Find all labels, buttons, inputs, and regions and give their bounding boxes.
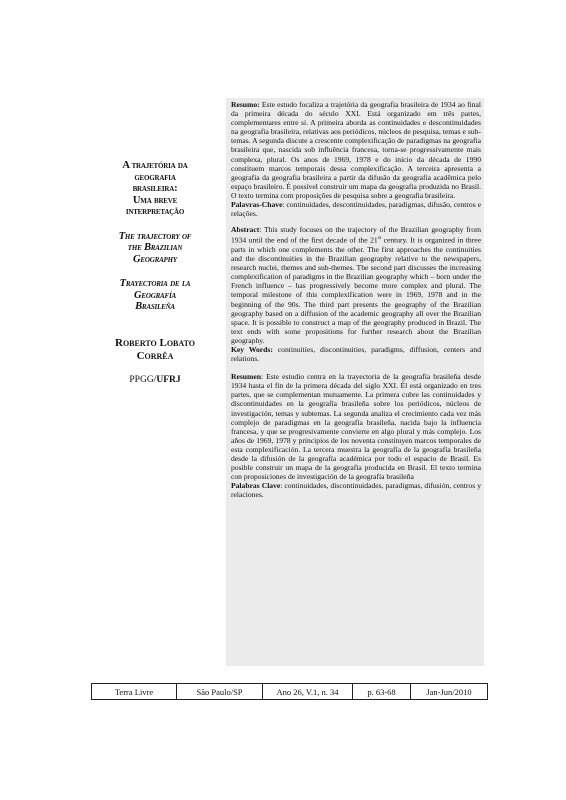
title-es-line: Geografía xyxy=(134,289,176,301)
title-english xyxy=(92,231,218,266)
resumen-paragraph xyxy=(231,372,481,481)
abstract-label: Abstract xyxy=(231,225,260,235)
resumo-text: Este estudo focaliza a trajetória da geografia brasileira de 1934 ao final da primeira década do século XXI. Está organizado em três partes, complementares entre si. A primeira aborda as continuidades e descontinuidades na geografia brasileira, relativas aos periódicos, núcleos de pesquisa, temas e sub-temas. A segunda discute a crescente complexificação de paradigmas na geografia brasileira que, nascida sob influência francesa, torna-se progressivamente mais complexa, plural. Os anos de 1969, 1978 e do início da década de 1990 constituem marcos temporais dessa complexificação. A terceira apresenta a geografia da geografia brasileira a partir da difusão da geografia acadêmica pelo espaço brasileiro. É possível construir um mapa da geografia produzida no Brasil. O texto termina com proposições de pesquisa sobre a geografia brasileira. xyxy=(231,100,481,200)
citation-footer xyxy=(91,683,488,700)
title-pt-line: Uma breve xyxy=(132,194,178,206)
palabras-clave-label: Palabras Clave xyxy=(231,481,281,491)
title-spanish xyxy=(92,278,218,313)
title-pt-line: geografia xyxy=(134,171,176,183)
author-line: Roberto Lobato xyxy=(115,336,195,349)
palabras-clave-paragraph xyxy=(231,481,481,499)
footer-date: Jan-Jun/2010 xyxy=(426,686,472,697)
palavras-chave-label: Palavras-Chave xyxy=(231,200,283,210)
resumo-paragraph xyxy=(231,100,481,200)
title-en-line: The trajectory of xyxy=(118,230,192,242)
author-affiliation xyxy=(92,375,218,385)
spacer xyxy=(231,363,481,372)
title-en-line: the Brazilian xyxy=(127,242,183,253)
ordinal-superscript: st xyxy=(377,236,382,242)
resumo-label: Resumo: xyxy=(231,100,260,109)
footer-volume: Ano 26, V.1, n. 34 xyxy=(263,684,353,699)
abstract-paragraph xyxy=(231,225,481,345)
title-pt-line: brasileira: xyxy=(132,183,178,194)
key-words-paragraph xyxy=(231,345,481,363)
title-en-line: Geography xyxy=(133,253,177,265)
footer-journal: Terra Livre xyxy=(92,684,177,699)
title-pt-line: interpretação xyxy=(125,206,185,217)
key-words-label: Key Words: xyxy=(231,344,273,354)
resumen-label: Resumen xyxy=(231,372,261,382)
resumen-text: : Este estudio centra en la trayectoria de la geografía brasileña desde 1934 hasta el fin de la primera década del siglo XXI. Él está organizado en tres partes, que se complementan mutuamente. La primera cubre las continuidades y discontinuidades en la geografía brasileña sobre los periódicos, núcleos de investigación, temas y subtemas. La segunda analiza el crecimiento cada vez más complejo de paradigmas en la geografía brasileña, nacida bajo la influencia francesa, y que se progresivamente convierte en algo plural y más complejo. Los años de 1969, 1978 y principios de los noventa constituyen marcos temporales de esta complexificación. La tercera muestra la geografía de la geografía brasileña desde la difusión de la geografía académica por todo el espacio de Brasil. Es posible construir un mapa de la geografía producida en Brasil. El texto termina con proposiciones de investigación de la geografía brasileña xyxy=(231,372,481,482)
palavras-chave-paragraph xyxy=(231,200,481,218)
title-portuguese xyxy=(92,160,218,218)
title-es-line: Brasileña xyxy=(135,301,175,312)
footer-place: São Paulo/SP xyxy=(177,684,263,699)
author-name xyxy=(92,337,218,363)
author-line: Corrêa xyxy=(136,349,174,362)
key-words-text: continuities, discontinuities, paradigms, diffusion, centers and relations. xyxy=(231,344,481,364)
footer-pages: p. 63-68 xyxy=(353,684,411,699)
title-pt-line: A trajetória da xyxy=(122,160,188,171)
spacer xyxy=(231,218,481,225)
title-es-line: Trayectoria de la xyxy=(119,278,191,289)
palavras-chave-text: : continuidades, descontinuidades, paradigmas, difusão, centros e relações. xyxy=(231,200,481,219)
abstracts-column xyxy=(231,100,481,499)
abstract-text-start: : This study focuses on the trajectory of the Brazilian geography from 1934 until the end of the first decade of the 21 xyxy=(231,225,481,245)
abstract-text-end: century. It is organized in three parts in which one complements the other. The first approaches the continuities and the discontinuities in the Brazilian geography relative to the newspapers, research nuclei, themes and sub-themes. The second part discusses the increasing complexification of paradigms in the Brazilian geography which – born under the French influence – has progressively become more complex and plural. The temporal milestone of this complexification were in 1969, 1978 and in the beginning of the 90s. The third part presents the geography of the Brazilian geography based on a diffusion of the academic geography all over the Brazilian space. It is possible to construct a map of the geography produced in Brazil. The text ends with some propositions for further research about the Brazilian geography. xyxy=(231,235,481,345)
affiliation-institution: UFRJ xyxy=(156,374,181,385)
palabras-clave-text: : continuidades, discontinuidades, paradigmas, difusión, centros y relaciones. xyxy=(231,481,481,500)
title-block xyxy=(92,160,218,385)
affiliation-prefix: PPGG/ xyxy=(129,374,157,385)
